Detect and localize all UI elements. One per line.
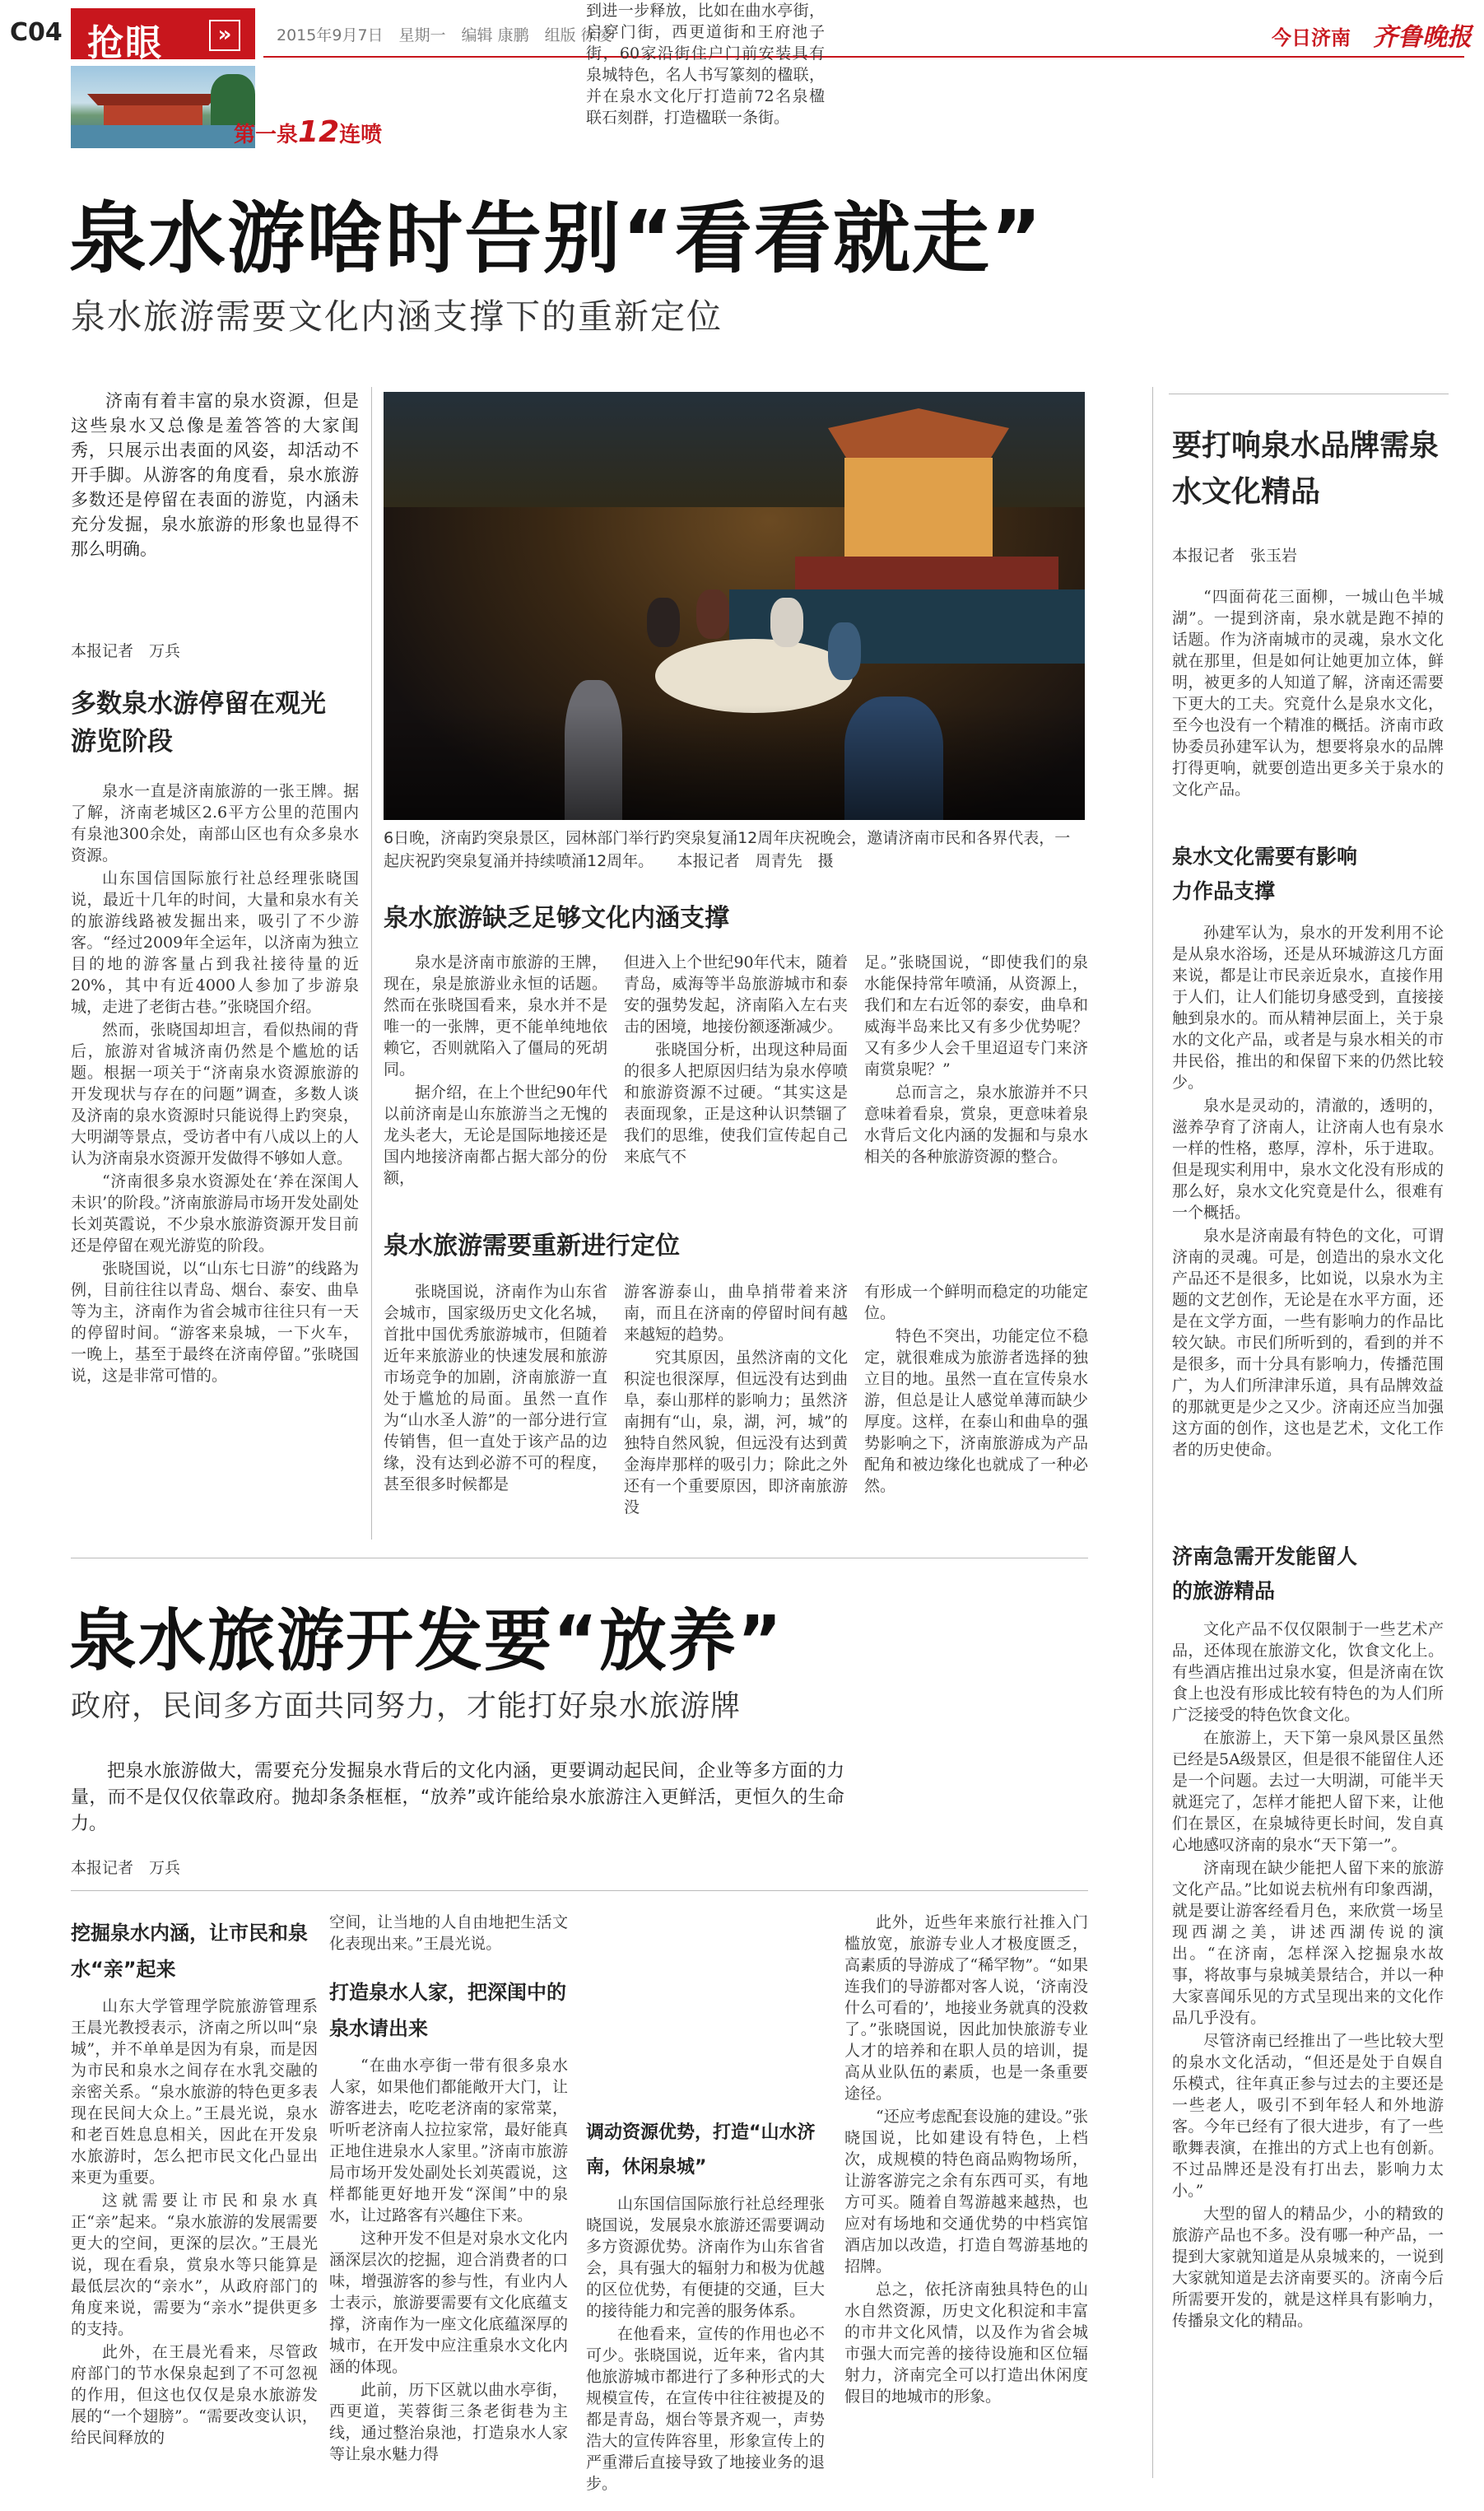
sidebar-col-2 <box>1172 922 1444 1531</box>
lead-paragraph: 济南有着丰富的泉水资源，但是这些泉水又总像是羞答答的大家闺秀，只展示出表面的风姿，却活动不开手脚。从游客的角度看，泉水旅游多数还是停留在表面的游览，内涵未充分发掘，泉水旅游的形象也显得不那么明确。 <box>71 391 359 559</box>
story1-mid-col-3 <box>864 952 1088 1209</box>
banner-image <box>71 66 255 148</box>
story2-col-3b <box>586 2193 825 2493</box>
paragraph: 孙建军认为，泉水的开发利用不论是从泉水浴场，还是从环城游这几方面来说，都是让市民亲近泉水，直接作用于人们，让人们能切身感受到，直接接触到泉水的。而从精神层面上，关于泉水的文化产品，或者是与泉水相关的市井民俗，推出的和保留下来的仍然比较少。 <box>1172 924 1444 1092</box>
paper-logo: 齐鲁晚报 <box>1373 23 1472 52</box>
story1-column-1 <box>71 780 359 1505</box>
paragraph: 游客游泰山，曲阜捎带着来济南，而且在济南的停留时间有越来越短的趋势。 <box>624 1283 848 1344</box>
paragraph: 总而言之，泉水旅游并不只意味着看泉，赏泉，更意味着泉水背后文化内涵的发掘和与泉水相关的各种旅游资源的整合。 <box>864 1083 1088 1166</box>
story1-mid-col-1 <box>384 952 607 1209</box>
story1-lead <box>71 389 359 611</box>
paragraph: 这就需要让市民和泉水真正“亲”起来。“泉水旅游的发展需要更大的空间，更深的层次。”王晨光说，现在看泉，赏泉水等只能算是最低层次的“亲水”，从政府部门的角度来说，需要为“亲水”提供更多的支持。 <box>71 2192 318 2338</box>
paragraph: 尽管济南已经推出了一些比较大型的泉水文化活动，“但还是处于自娱自乐模式，往年真正参与过去的主要还是一些老人，吸引不到年轻人和外地游客。今年已经有了很大进步，有了一些歌舞表演，在推出的方式上也有创新。不过品牌还是没有打出去，影响力太小。” <box>1172 2032 1444 2200</box>
paragraph: 据介绍，在上个世纪90年代以前济南是山东旅游当之无愧的龙头老大，无论是国际地接还是国内地接济南都占据大部分的份额， <box>384 1083 607 1187</box>
section-title: 抢眼 <box>87 22 163 64</box>
story2-col-2b <box>329 2055 568 2483</box>
issue-meta: 2015年9月7日 星期一 编辑 康鹏 组版 徐凌 <box>277 26 612 44</box>
story2-subhead-3: 调动资源优势，打造“山水济南，休闲泉城” <box>586 2122 816 2178</box>
paragraph: 泉水是灵动的，清澈的，透明的，滋养孕育了济南人，让济南人也有泉水一样的性格，憨厚，淳朴，乐于进取。但是现实利用中，泉水文化没有形成的那么好，泉水文化究竟是什么，很难有一个概括。 <box>1172 1097 1444 1222</box>
story2-subhead-1: 挖掘泉水内涵，让市民和泉水“亲”起来 <box>71 1922 308 1981</box>
paragraph: 特色不突出，功能定位不稳定，就很难成为旅游者选择的独立目的地。虽然一直在宣传泉水游，但总是让人感觉单薄而缺少厚度。这样，在泰山和曲阜的强势影响之下，济南旅游成为产品配角和被边缘化也就成了一种必然。 <box>864 1327 1088 1495</box>
paragraph: 但进入上个世纪90年代末，随着青岛，威海等半岛旅游城市和泰安的强势发起，济南陷入左右夹击的困境，地接份额逐渐减少。 <box>624 953 848 1036</box>
paragraph: 泉水是济南最有特色的文化，可谓济南的灵魂。可是，创造出的泉水文化产品还不是很多，比如说，以泉水为主题的文艺创作，无论是在水平方面，还是在文学方面，一些有影响力的作品比较欠缺。市民们所听到的，看到的并不是很多，而十分具有影响力，传播范围广，为人们所津津乐道，具有品牌效益的那就更是少之又少。济南还应当加强这方面的创作，这也是艺术，文化工作者的历史使命。 <box>1172 1227 1444 1459</box>
paragraph: 然而，张晓国却坦言，看似热闹的背后，旅游对省城济南仍然是个尴尬的话题。根据一项关于“济南泉水资源旅游的开发现状与存在的问题”调查，多数人谈及济南的泉水资源时只能说得上趵突泉，大明湖等景点，受访者中有八成以上的人认为济南泉水资源开发做得不够如人意。 <box>71 1021 359 1167</box>
paragraph: 山东国信国际旅行社总经理张晓国说，发展泉水旅游还需要调动多方资源优势。济南作为山东省省会，具有强大的辐射力和极为优越的区位优势，有便捷的交通，巨大的接待能力和完善的服务体系。 <box>586 2195 825 2320</box>
paragraph: 这种开发不但是对泉水文化内涵深层次的挖掘，迎合消费者的口味，增强游客的参与性，有业内人士表示，旅游要需要有文化底蕴支撑，济南作为一座文化底蕴深厚的城市，在开发中应注重泉水文化内涵的体现。 <box>329 2229 568 2376</box>
story2-subhead-2: 打造泉水人家，把深闺中的泉水请出来 <box>329 1981 566 2040</box>
paragraph: “四面荷花三面柳，一城山色半城湖”。一提到济南，泉水就是跑不掉的话题。作为济南城市的灵魂，泉水文化就在那里，但是如何让她更加立体，鲜明，被更多的人知道了解，济南还需要下更大的工夫。究竟什么是泉水文化，至今也没有一个精准的概括。济南市政协委员孙建军认为，想要将泉水的品牌打得更响，就要创造出更多关于泉水的文化产品。 <box>1172 588 1444 799</box>
paragraph: 总之，依托济南独具特色的山水自然资源，历史文化积淀和丰富的市井文化风情，以及作为省会城市强大而完善的接待设施和区位辐射力，济南完全可以打造出休闲度假目的地城市的形象。 <box>844 2280 1088 2406</box>
sidebar-title: 要打响泉水品牌需泉水文化精品 <box>1172 429 1440 509</box>
story1-subhead-3: 泉水旅游需要重新进行定位 <box>384 1232 680 1260</box>
story1-byline: 本报记者 万兵 <box>71 642 181 660</box>
story1-title: 泉水游啥时告别“看看就走” <box>69 194 1044 284</box>
paragraph: 泉水是济南市旅游的王牌，现在，泉是旅游业永恒的话题。然而在张晓国看来，泉水并不是唯一的一张牌，更不能单纯地依赖它，否则就陷入了僵局的死胡同。 <box>384 953 607 1078</box>
sidebar-col-1 <box>1172 586 1444 833</box>
paragraph: 到进一步释放，比如在曲水亭街，启穿门街，西更道街和王府池子街，60家沿街住户门前安装具有泉城特色，名人书写篆刻的楹联，并在泉水文化厅打造前72名泉楹联石刻群，打造楹联一条街。 <box>586 2 825 127</box>
lead-paragraph: 把泉水旅游做大，需要充分发掘泉水背后的文化内涵，更要调动起民间，企业等多方面的力量，而不是仅仅依靠政府。抛却条条框框，“放养”或许能给泉水旅游注入更鲜活，更恒久的生命力。 <box>71 1761 844 1834</box>
paragraph: 空间，让当地的人自由地把生活文化表现出来。”王晨光说。 <box>329 1913 568 1953</box>
sidebar-col-3 <box>1172 1619 1444 2483</box>
story1-mid-col-4 <box>384 1281 607 1536</box>
header-rule <box>263 56 1464 58</box>
paragraph: 济南现在缺少能把人留下来的旅游文化产品。”比如说去杭州有印象西湖，就是要让游客经看月色，来欣赏一场呈现西湖之美，讲述西湖传说的演出。“在济南，怎样深入挖掘泉水故事，将故事与泉城美景结合，并以一种大家喜闻乐见的方式呈现出来的文化作品几乎没有。 <box>1172 1859 1444 2027</box>
story1-mid-col-5 <box>624 1281 848 1536</box>
paragraph: “济南很多泉水资源处在‘养在深闺人未识’的阶段。”济南旅游局市场开发处副处长刘英霞说，不少泉水旅游资源开发目前还是停留在观光游览的阶段。 <box>71 1172 359 1255</box>
paragraph: 泉水一直是济南旅游的一张王牌。据了解，济南老城区2.6平方公里的范围内有泉池300余处，南部山区也有众多泉水资源。 <box>71 782 359 864</box>
story2-lead <box>71 1759 844 1838</box>
paragraph: 究其原因，虽然济南的文化积淀也很深厚，但远没有达到曲阜，泰山那样的影响力；虽然济南拥有“山，泉，湖，河，城”的独特自然风貌，但远没有达到黄金海岸那样的吸引力；除此之外还有一个重要原因，即济南旅游没 <box>624 1349 848 1516</box>
sidebar-subhead-2: 济南急需开发能留人的旅游精品 <box>1172 1544 1358 1603</box>
story2-title: 泉水旅游开发要“放养” <box>69 1602 784 1680</box>
paragraph: 此外，近些年来旅行社推入门槛放宽，旅游专业人才极度匮乏，高素质的导游成了“稀罕物”。“如果连我们的导游都对客人说，‘济南没什么可看的’，地接业务就真的没救了。”张晓国说，因此加快旅游专业人才的培养和在职人员的培训，提高从业队伍的素质，也是一条重要途径。 <box>844 1913 1088 2103</box>
banner-tagline <box>234 115 382 149</box>
story1-mid-col-2 <box>624 952 848 1209</box>
paragraph: 张晓国说，济南作为山东省会城市，国家级历史文化名城，首批中国优秀旅游城市，但随着近年来旅游业的快速发展和旅游市场竞争的加剧，济南旅游一直处于尴尬的局面。虽然一直作为“山水圣人游”的一部分进行宣传销售，但一直处于该产品的边缘，没有达到必游不可的程度，甚至很多时候都是 <box>384 1283 607 1493</box>
story1-photo <box>384 392 1085 820</box>
paragraph: 有形成一个鲜明而稳定的功能定位。 <box>864 1283 1088 1322</box>
story2-byline: 本报记者 万兵 <box>71 1859 181 1877</box>
story2-mid-rule <box>71 1890 1088 1891</box>
paragraph: 大型的留人的精品少，小的精致的旅游产品也不多。没有哪一种产品，一提到大家就知道是从泉城来的，一说到大家就知道是去济南要买的。济南今后所需要开发的，就是这样具有影响力，传播泉文化的精品。 <box>1172 2205 1444 2330</box>
paragraph: 张晓国分析，出现这种局面的很多人把原因归结为泉水停喷和旅游资源不过硬。“其实这是表面现象，正是这种认识禁锢了我们的思维，使我们宣传起自己来底气不 <box>624 1041 848 1166</box>
paragraph: 足。”张晓国说，“即使我们的泉水能保持常年喷涌，从资源上，我们和左右近邻的泰安，曲阜和威海半岛来比又有多少优势呢？又有多少人会千里迢迢专门来济南赏泉呢？” <box>864 953 1088 1078</box>
banner-number: 12 <box>298 115 340 149</box>
paragraph: 文化产品不仅仅限制于一些艺术产品，还体现在旅游文化，饮食文化上。有些酒店推出过泉水宴，但是济南在饮食上也没有形成比较有特色的为人们所广泛接受的特色饮食文化。 <box>1172 1620 1444 1724</box>
paragraph: 此前，历下区就以曲水亭街，西更道，芙蓉街三条老街巷为主线，通过整治泉池，打造泉水人家等让泉水魅力得 <box>329 2381 568 2463</box>
column-divider <box>371 387 372 1540</box>
story1-subhead-1: 多数泉水游停留在观光游览阶段 <box>71 689 326 757</box>
story2-col-4 <box>844 1912 1088 2483</box>
story2-col-3a <box>586 0 825 191</box>
paragraph: 山东国信国际旅行社总经理张晓国说，最近十几年的时间，大量和泉水有关的旅游线路被发掘出来，吸引了不少游客。“经过2009年全运年，以济南为独立目的地的游客量占到我社接待量的近20%，其中有近4000人参加了步游泉城，走进了老街古巷。”张晓国介绍。 <box>71 869 359 1016</box>
paragraph: “还应考虑配套设施的建设。”张晓国说，比如建设有特色，上档次，成规模的特色商品购物场所，让游客游完之余有东西可买，有地方可买。随着自驾游越来越热，也应对有场地和交通优势的中档宾馆酒店加以改造，打造自驾游基地的招牌。 <box>844 2108 1088 2276</box>
paragraph: 山东大学管理学院旅游管理系王晨光教授表示，济南之所以叫“泉城”，并不单单是因为有泉，而是因为市民和泉水之间存在水乳交融的亲密关系。“泉水旅游的特色更多表现在民间大众上。”王晨光说，泉水和老百姓息息相关，因此在开发泉水旅游时，怎么把市民文化凸显出来更为重要。 <box>71 1997 318 2187</box>
paragraph: “在曲水亭街一带有很多泉水人家，如果他们都能敞开大门，让游客进去，吃吃老济南的家常菜，听听老济南人拉拉家常，最好能真正地住进泉水人家里。”济南市旅游局市场开发处副处长刘英霞说，这样都能更好地开发“深闺”中的泉水，让过路客有兴趣住下来。 <box>329 2057 568 2224</box>
sidebar-subhead-1: 泉水文化需要有影响力作品支撑 <box>1172 845 1358 903</box>
chevron-right-icon: » <box>209 20 240 51</box>
sidebar-divider <box>1152 387 1153 2478</box>
story1-subtitle: 泉水旅游需要文化内涵支撑下的重新定位 <box>71 296 723 337</box>
paragraph: 在他看来，宣传的作用也必不可少。张晓国说，近年来，省内其他旅游城市都进行了多种形式的大规模宣传，在宣传中往往被提及的都是青岛，烟台等景齐观一，声势浩大的宣传阵容里，形象宣传上的严重滞后直接导致了地接业务的退步。 <box>586 2325 825 2493</box>
page-number: C04 <box>10 18 63 47</box>
story2-col-2a <box>329 1912 568 1961</box>
story1-mid-col-6 <box>864 1281 1088 1536</box>
story1-subhead-2: 泉水旅游缺乏足够文化内涵支撑 <box>384 904 729 933</box>
photo-caption: 6日晚，济南趵突泉景区，园林部门举行趵突泉复涌12周年庆祝晚会，邀请济南市民和各界代表，一起庆祝趵突泉复涌并持续喷涌12周年。 本报记者 周青先 摄 <box>384 829 1071 870</box>
paragraph: 张晓国说，以“山东七日游”的线路为例，目前往往以青岛、烟台、泰安、曲阜等为主，济南作为省会城市往往只有一天的停留时间。“游客来泉城，一下火车，一晚上，基至于最终在济南停留。”张晓国说，这是非常可惜的。 <box>71 1260 359 1385</box>
section-badge <box>71 8 255 64</box>
sidebar-byline: 本报记者 张玉岩 <box>1172 547 1298 565</box>
banner-post: 连喷 <box>339 123 383 147</box>
story2-subtitle: 政府，民间多方面共同努力，才能打好泉水旅游牌 <box>71 1689 742 1723</box>
story2-col-1 <box>71 1996 318 2481</box>
paragraph: 此外，在王晨光看来，尽管政府部门的节水保泉起到了不可忽视的作用，但这也仅仅是泉水旅游发展的“一个翅膀”。“需要改变认识，给民间释放的 <box>71 2343 318 2447</box>
paragraph: 在旅游上，天下第一泉风景区虽然已经是5A级景区，但是很不能留住人还是一个问题。去过一大明湖，可能半天就逛完了，怎样才能把人留下来，让他们在景区，在泉城待更长时间，发自真心地感叹济南的泉水“天下第一”。 <box>1172 1729 1444 1854</box>
section-tag: 今日济南 <box>1272 26 1351 49</box>
banner-pre: 第一泉 <box>234 123 299 147</box>
